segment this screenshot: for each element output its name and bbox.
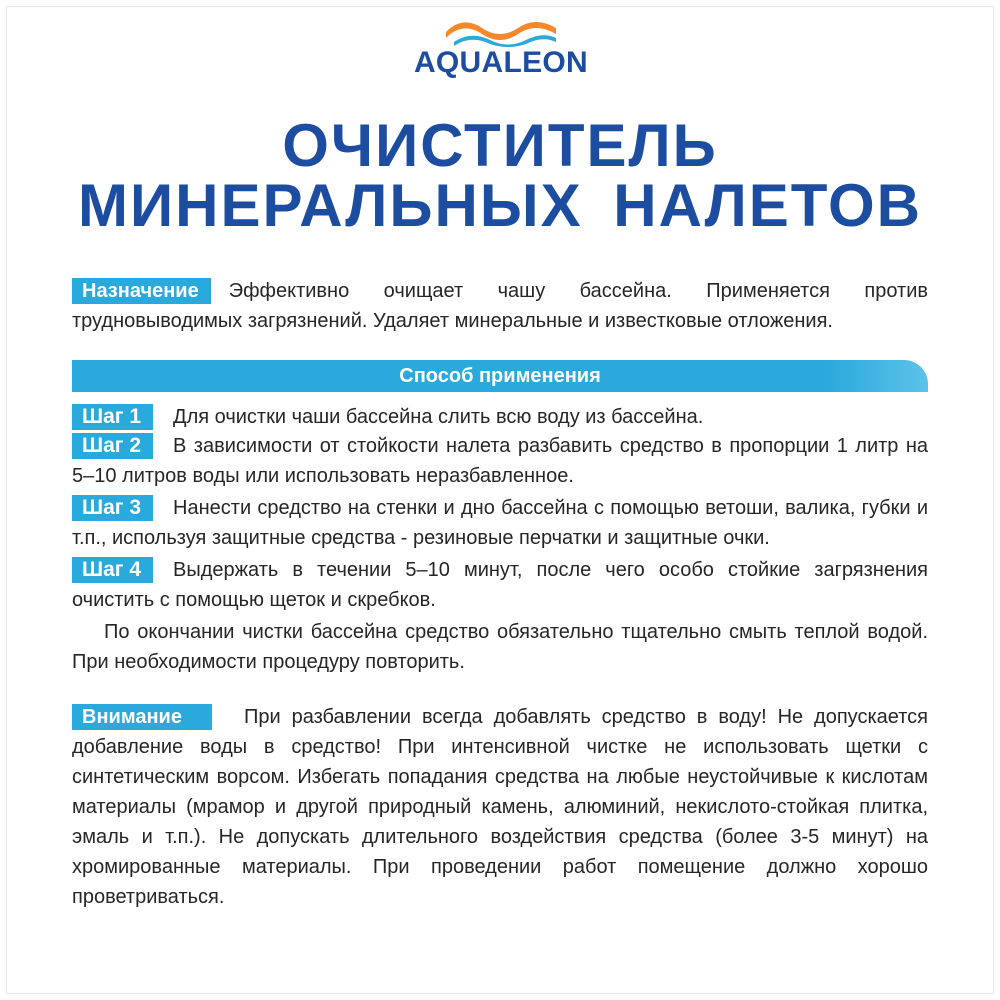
after-cleaning-note: По окончании чистки бассейна средство обязательно тщательно смыть теплой водой. При необходимости процедуру повторить. [72, 621, 928, 673]
page-title-line1: ОЧИСТИТЕЛЬ [282, 112, 718, 179]
page-title-line2: МИНЕРАЛЬНЫХ НАЛЕТОВ [78, 172, 922, 239]
step-2 [72, 431, 928, 491]
brand-name: AQUALEON [413, 46, 589, 79]
warning-text: При разбавлении всегда добавлять средство в воду! Не допускается добавление воды в средство! При интенсивной чистке не использовать щетки с синтетическим ворсом. Избегать попадания средства на любые неустойчивые к кислотам материалы (мрамор и другой природный камень, алюминий, некислото-стойкая плитка, эмаль и т.п.). Не допускать длительного воздействия средства (более 3-5 минут) на хромированные материалы. При проведении работ помещение должно хорошо проветриваться. [72, 706, 928, 908]
wave-icon [444, 18, 558, 48]
step-label: Шаг 1 [72, 404, 153, 430]
step-text: Нанести средство на стенки и дно бассейна с помощью ветоши, валика, губки и т.п., используя защитные средства - резиновые перчатки и защитные очки. [72, 497, 928, 549]
warning-section [72, 702, 928, 912]
step-text: В зависимости от стойкости налета разбавить средство в пропорции 1 литр на 5–10 литров воды или использовать неразбавленное. [72, 435, 928, 487]
usage-header: Способ применения [399, 365, 601, 387]
step-4 [72, 555, 928, 615]
usage-header-bar [72, 360, 928, 392]
warning-label: Внимание [72, 704, 212, 730]
step-label: Шаг 3 [72, 495, 153, 521]
step-1 [72, 402, 928, 432]
step-text: Для очистки чаши бассейна слить всю воду из бассейна. [173, 406, 704, 428]
purpose-label: Назначение [72, 278, 211, 304]
step-label: Шаг 4 [72, 557, 153, 583]
step-text: Выдержать в течении 5–10 минут, после чего особо стойкие загрязнения очистить с помощью щеток и скребков. [72, 559, 928, 611]
brand-logo [412, 18, 590, 78]
purpose-section [72, 276, 928, 336]
step-label: Шаг 2 [72, 433, 153, 459]
purpose-text: Эффективно очищает чашу бассейна. Применяется против трудновыводимых загрязнений. Удаляет минеральные и известковые отложения. [72, 280, 928, 332]
step-3 [72, 493, 928, 553]
